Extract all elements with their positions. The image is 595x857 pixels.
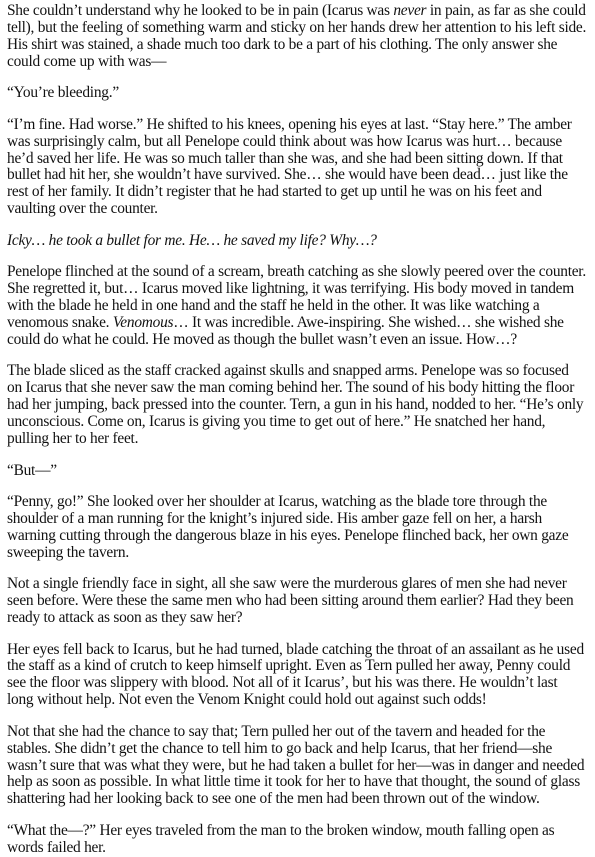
paragraph-text: Her eyes fell back to Icarus, but he had turned, blade catching the throat of an assailant as he used the staff as a kind of crutch to keep himself upright. Even as Tern pulled her away, Penny could see the floor was slippery with blood. Not all of it Icarus’, but his was there. He wouldn’t last long without help. Not even the Venom Knight could hold out against such odds! [7, 640, 584, 709]
paragraph [7, 823, 587, 857]
paragraph-text: The blade sliced as the staff cracked against skulls and snapped arms. Penelope was so focused on Icarus that she never saw the man coming behind her. The sound of his body hitting the floor had her jumping, back pressed into the counter. Tern, a gun in his hand, nodded to her. “He’s only unconscious. Come on, Icarus is giving you time to get out of here.” He snatched her hand, pulling her to her feet. [7, 362, 584, 447]
paragraph-text: “Penny, go!” She looked over her shoulder at Icarus, watching as the blade tore through the shoulder of a man running for the knight’s injured side. His amber gaze fell on her, a harsh warning cutting through the dangerous blaze in his eyes. Penelope flinched back, her own gaze sweeping the tavern. [7, 493, 569, 561]
paragraph-text: Not that she had the chance to say that; Tern pulled her out of the tavern and headed for the stables. She didn’t get the chance to tell him to go back and help Icarus, that her friend—she wasn’t sure that was what they were, but he had taken a bullet for her—was in danger and needed help as soon as possible. In what little time it took for her to have that thought, the sound of glass shattering had her looking back to see one of the men had been thrown out of the window. [7, 722, 585, 808]
paragraph [7, 463, 587, 480]
paragraph-text: … It was incredible. Awe-inspiring. She wished… she wished she could do what he could. He moved as though the bullet wasn’t even an issue. How…? [7, 313, 564, 348]
paragraph-text: in pain, as far as she could tell), but the feeling of something warm and sticky on her hands drew her attention to his left side. His shirt was stained, a shade much too dark to be a part of his clothing. The only answer she could come up with was— [7, 2, 587, 70]
paragraph-text: “What the—?” Her eyes traveled from the man to the broken window, mouth falling open as words failed her. [7, 821, 555, 856]
paragraph-text: Not a single friendly face in sight, all she saw were the murderous glares of men she had never seen before. Were these the same men who had been sitting around them earlier? Had they been ready to attack as soon as they saw her? [7, 575, 574, 627]
paragraph-text: “But—” [7, 461, 57, 479]
paragraph [7, 494, 587, 562]
paragraph [7, 576, 587, 627]
paragraph [7, 363, 587, 448]
paragraph-text: She couldn’t understand why he looked to be in pain (Icarus was [7, 2, 394, 19]
document-body [7, 3, 587, 857]
paragraph-text: Penelope flinched at the sound of a scream, breath catching as she slowly peered over the counter. She regretted it, but… Icarus moved like lightning, it was terrifying. His body moved in tandem with the blade he held in one hand and the staff he held in the other. It was like watching a venomous snake. [7, 263, 586, 331]
paragraph [7, 233, 587, 250]
paragraph [7, 3, 587, 71]
paragraph [7, 117, 587, 218]
paragraph [7, 85, 587, 102]
italic-text: Venomous [112, 313, 174, 331]
italic-text: Icky… he took a bullet for me. He… he saved my life? Why…? [7, 231, 377, 249]
paragraph-text: “You’re bleeding.” [7, 84, 119, 102]
italic-text: never [393, 2, 427, 19]
paragraph [7, 724, 587, 809]
paragraph [7, 264, 587, 349]
paragraph [7, 642, 587, 710]
paragraph-text: “I’m fine. Had worse.” He shifted to his knees, opening his eyes at last. “Stay here.” The amber was surprisingly calm, but all Penelope could think about was how Icarus was hurt… because he’d saved her life. He was so much taller than she was, and she had been sitting down. If that bullet had hit her, she wouldn’t have survived. She… she would have been dead… just like the rest of her family. It didn’t register that he had started to get up until he was on his feet and vaulting over the counter. [7, 115, 572, 218]
